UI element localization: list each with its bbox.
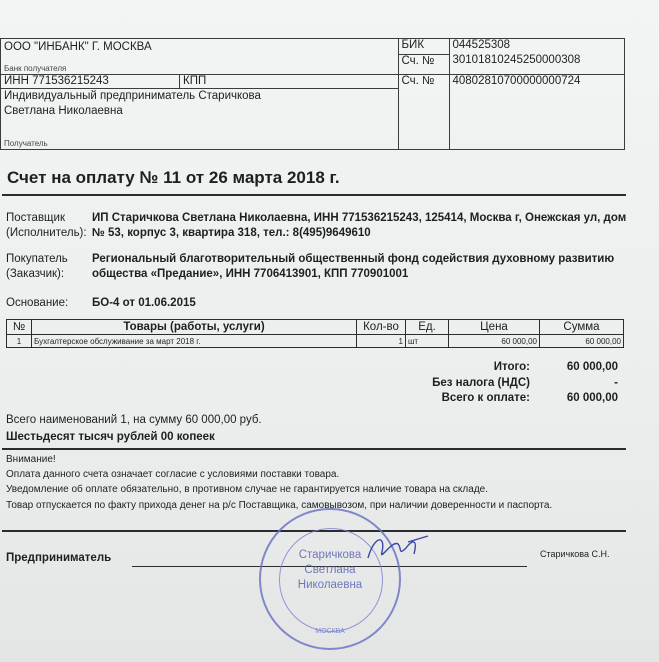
invoice-title: Счет на оплату № 11 от 26 марта 2018 г. — [7, 168, 340, 187]
bik-label: БИК — [401, 39, 425, 51]
col-number-header: № — [7, 320, 32, 335]
bank-name-cell — [1, 39, 399, 75]
signature-label: Предприниматель — [6, 552, 112, 564]
title-divider — [2, 194, 626, 196]
goods-header-row — [7, 320, 624, 335]
row-sum: 60 000,00 — [540, 335, 624, 348]
supplier-block — [6, 211, 636, 243]
bik-labels-cell — [398, 39, 449, 75]
bank-details-table — [0, 38, 625, 150]
amount-in-words: Шестьдесят тысяч рублей 00 копеек — [6, 431, 215, 443]
total-label: Итого: — [493, 361, 530, 373]
goods-table — [6, 319, 624, 348]
bank-label: Банк получателя — [4, 64, 67, 74]
acc2-label-cell — [398, 75, 449, 150]
bik-values-cell — [449, 39, 625, 75]
vat-value: - — [614, 377, 618, 389]
kpp-cell — [180, 75, 399, 89]
row-number: 1 — [7, 335, 32, 348]
seal-name-line-1: Старичкова — [298, 549, 362, 561]
col-sum-header: Сумма — [540, 320, 624, 335]
row-unit: шт — [406, 335, 449, 348]
notice-title: Внимание! — [6, 454, 56, 465]
signer-name: Старичкова С.Н. — [540, 549, 610, 559]
acc2-label: Сч. № — [401, 75, 435, 88]
basis-value: БО-4 от 01.06.2015 — [92, 297, 196, 309]
inn-cell — [1, 75, 180, 89]
kpp-label: КПП — [183, 75, 207, 88]
notice-line-1: Оплата данного счета означает согласие с условиями поставки товара. — [6, 469, 340, 480]
pay-value: 60 000,00 — [566, 392, 618, 404]
seal-city: МОСКВА — [315, 628, 345, 635]
handwritten-signature — [362, 530, 434, 566]
notice-line-2: Уведомление об оплате обязательно, в противном случае не гарантируется наличие товара на складе. — [6, 484, 488, 495]
buyer-block — [6, 252, 636, 284]
acc1-value: 30101810245250000308 — [452, 54, 581, 66]
recipient-cell — [1, 89, 399, 150]
bank-name: ООО "ИНБАНК" Г. МОСКВА — [4, 41, 152, 53]
col-qty-header: Кол-во — [357, 320, 406, 335]
recipient-name: Индивидуальный предприниматель Старичкова Светлана Николаевна — [4, 90, 261, 118]
notice-line-3: Товар отпускается по факту прихода денег на р/с Поставщика, самовывозом, при наличии доверенности и паспорта. — [6, 500, 553, 511]
summary-divider — [2, 448, 626, 450]
col-goods-header: Товары (работы, услуги) — [32, 320, 357, 335]
summary-line: Всего наименований 1, на сумму 60 000,00 руб. — [6, 414, 262, 426]
row-price: 60 000,00 — [449, 335, 540, 348]
supplier-label: Поставщик (Исполнитель): — [6, 212, 87, 239]
bik-value: 044525308 — [452, 39, 511, 51]
pay-label: Всего к оплате: — [441, 392, 530, 404]
basis-block — [6, 296, 636, 312]
buyer-label: Покупатель (Заказчик): — [6, 253, 68, 280]
recipient-label: Получатель — [4, 139, 48, 148]
seal-name-line-2: Светлана — [304, 564, 356, 576]
supplier-value: ИП Старичкова Светлана Николаевна, ИНН 771536215243, 125414, Москва г, Онежская ул, дом № 53, корпус 3, квартира 318, тел.: 8(495)9649610 — [92, 212, 627, 239]
basis-label: Основание: — [6, 297, 69, 309]
acc2-value-cell — [449, 75, 625, 150]
seal-name-line-3: Николаевна — [297, 579, 363, 591]
inn-value: ИНН 771536215243 — [4, 75, 109, 88]
total-value: 60 000,00 — [566, 361, 618, 373]
acc1-label: Сч. № — [399, 54, 449, 67]
acc2-value: 40802810700000000724 — [452, 75, 581, 88]
col-unit-header: Ед. — [406, 320, 449, 335]
buyer-value: Региональный благотворительный общественный фонд содействия духовному развитию общества «Предание», ИНН 7706413901, КПП 770901001 — [92, 253, 615, 280]
table-row — [7, 335, 624, 348]
col-price-header: Цена — [449, 320, 540, 335]
row-goods: Бухгалтерское обслуживание за март 2018 г. — [32, 335, 357, 348]
row-qty: 1 — [357, 335, 406, 348]
vat-label: Без налога (НДС) — [432, 377, 530, 389]
